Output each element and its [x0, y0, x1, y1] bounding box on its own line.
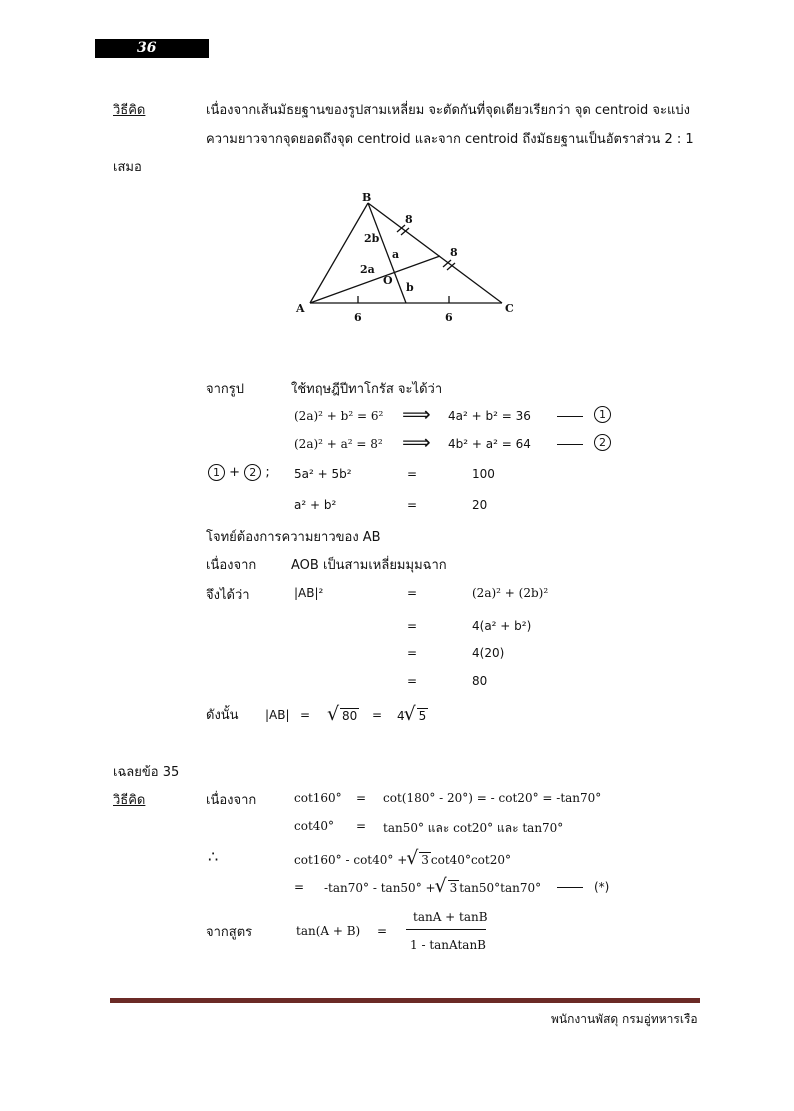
ab-sq: a² + b² — [294, 498, 337, 512]
circle-1: 1 — [594, 406, 611, 423]
eq1-right: 4a² + b² = 36 — [448, 409, 531, 423]
equals-5: = — [407, 646, 418, 660]
since-35: เนื่องจาก — [206, 793, 257, 808]
result-4: 80 — [472, 674, 488, 688]
equals-7: = — [300, 708, 311, 722]
l2-left: cot40° — [294, 819, 335, 833]
equals-4: = — [407, 619, 418, 633]
equals-2: = — [407, 498, 418, 512]
solution-label: วิธีคิด — [113, 103, 146, 118]
result-2: 4(a² + b²) — [472, 619, 532, 633]
label-c: C — [505, 302, 514, 315]
label-8-right: 8 — [450, 246, 458, 259]
ab-abs-sq: |AB|² — [294, 586, 324, 600]
answer-35-heading: เฉลยข้อ 35 — [113, 765, 180, 780]
ab-val: 20 — [472, 498, 488, 512]
conclude-label: ดังนั้น — [206, 708, 239, 723]
footer-rule — [110, 998, 700, 1003]
l3: cot160° - cot40° +√ 3 cot40°cot20° — [294, 852, 511, 867]
label-a-seg: a — [392, 248, 400, 261]
since-label: เนื่องจาก — [206, 558, 257, 573]
sum-of-circles: 1 + 2 ; — [208, 464, 270, 481]
eq1-left: (2a)² + b² = 6² — [294, 409, 384, 423]
triangle-figure — [290, 190, 530, 325]
formula-denominator: 1 - tanAtanB — [410, 938, 487, 952]
l2-right: tan50° และ cot20° และ tan70° — [383, 821, 564, 835]
l4-eq: = — [294, 880, 305, 894]
l1-right: cot(180° - 20°) = - cot20° = -tan70° — [383, 791, 602, 805]
four-sqrt5: 4√ 5 — [397, 708, 428, 723]
intro-line-2: ความยาวจากจุดยอดถึงจุด centroid และจาก centroid ถึงมัธยฐานเป็นอัตราส่วน 2 : 1 — [206, 132, 694, 147]
star-label: (*) — [594, 880, 610, 894]
label-a: A — [296, 302, 305, 315]
equals-6: = — [407, 674, 418, 688]
dash-3 — [557, 880, 583, 895]
sqrt-80: √ 80 — [328, 708, 359, 723]
goal-line: โจทย์ต้องการความยาวของ AB — [206, 530, 381, 545]
sum-eq: 5a² + 5b² — [294, 467, 352, 481]
fraction-bar — [406, 929, 486, 930]
l2-eq: = — [356, 819, 367, 833]
formula-numerator: tanA + tanB — [413, 910, 488, 924]
therefore-label: จึงได้ว่า — [206, 588, 250, 603]
equals-1: = — [407, 467, 418, 481]
dash-1 — [557, 409, 583, 424]
label-6-left: 6 — [354, 311, 362, 324]
footer-text: พนักงานพัสดุ กรมอู่ทหารเรือ — [551, 1012, 698, 1026]
circle-2: 2 — [594, 434, 611, 451]
aob-line: AOB เป็นสามเหลี่ยมมุมฉาก — [291, 558, 447, 573]
formula-eq: = — [377, 924, 388, 938]
l1-eq: = — [356, 791, 367, 805]
median-a — [310, 256, 440, 303]
label-2b: 2b — [364, 232, 380, 245]
eq2-right: 4b² + a² = 64 — [448, 437, 531, 451]
solution-35-label: วิธีคิด — [113, 793, 146, 808]
side-bc — [368, 203, 502, 303]
eq2-left: (2a)² + a² = 8² — [294, 437, 383, 451]
formula-left: tan(A + B) — [296, 924, 361, 938]
implies-1: ⟹ — [402, 402, 431, 426]
intro-line-3: เสมอ — [113, 160, 142, 175]
from-figure-label: จากรูป — [206, 382, 245, 397]
equals-8: = — [372, 708, 383, 722]
ab-abs: |AB| — [265, 708, 290, 722]
page-number: 36 — [137, 40, 157, 56]
result-1: (2a)² + (2b)² — [472, 586, 549, 600]
equals-3: = — [407, 586, 418, 600]
median-b — [368, 203, 406, 303]
result-3: 4(20) — [472, 646, 505, 660]
label-b-seg: b — [406, 281, 414, 294]
dash-2 — [557, 437, 583, 452]
l4: -tan70° - tan50° +√ 3 tan50°tan70° — [324, 880, 541, 895]
side-ab — [310, 203, 368, 303]
therefore-symbol: ∴ — [208, 847, 219, 866]
label-6-right: 6 — [445, 311, 453, 324]
label-o: O — [383, 274, 393, 287]
intro-line-1: เนื่องจากเส้นมัธยฐานของรูปสามเหลี่ยม จะตัดกันที่จุดเดียวเรียกว่า จุด centroid จะแบ่ง — [206, 103, 690, 118]
sum-val: 100 — [472, 467, 495, 481]
page-number-badge — [95, 39, 209, 58]
label-b: B — [362, 191, 372, 204]
pythagoras-line: ใช้ทฤษฎีปีทาโกรัส จะได้ว่า — [291, 382, 443, 397]
formula-label: จากสูตร — [206, 925, 253, 940]
label-8-top: 8 — [405, 213, 413, 226]
implies-2: ⟹ — [402, 430, 431, 454]
l1-left: cot160° — [294, 791, 342, 805]
label-2a: 2a — [360, 263, 375, 276]
